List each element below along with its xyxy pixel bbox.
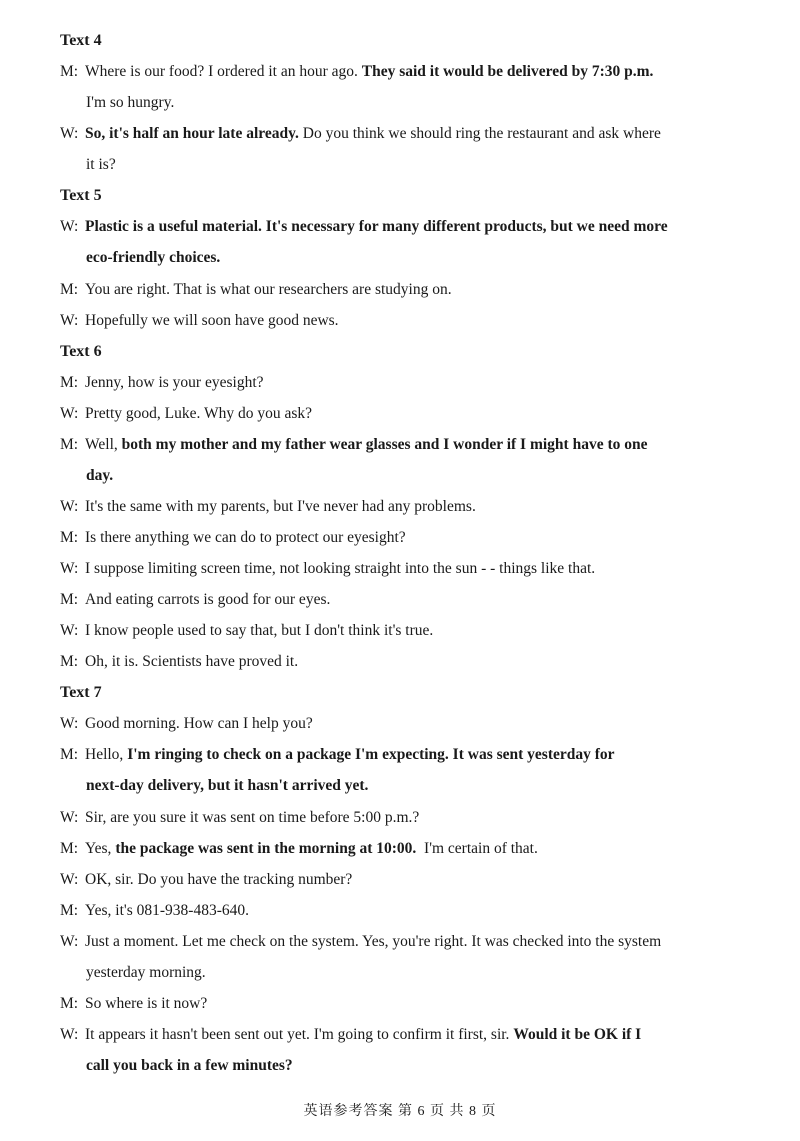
dialogue-line: [60, 405, 760, 423]
dialogue-line: [60, 63, 760, 81]
text4-heading: Text 4: [60, 32, 102, 49]
line-bold-text: They said it would be delivered by 7:30 p.m.: [361, 63, 654, 80]
line-text: So where is it now?: [85, 995, 208, 1012]
dialogue-line: [60, 312, 760, 330]
line-text: Hopefully we will soon have good news.: [85, 312, 339, 329]
speaker-label: W:: [60, 405, 79, 422]
text5-heading: Text 5: [60, 187, 102, 204]
speaker-label: M:: [60, 436, 79, 453]
speaker-label: W:: [60, 933, 79, 950]
dialogue-line: [60, 591, 760, 609]
line-text: I'm certain of that.: [416, 840, 538, 857]
page-footer: 英语参考答案 第 6 页 共 8 页: [303, 1104, 497, 1119]
line-bold-text: I'm ringing to check on a package I'm expecting. It was sent yesterday for: [127, 746, 615, 763]
dialogue-line: [60, 281, 760, 299]
line-continuation: it is?: [86, 156, 116, 173]
dialogue-line: [60, 560, 760, 578]
line-text: Is there anything we can do to protect our eyesight?: [85, 529, 406, 546]
dialogue-line: [60, 653, 760, 671]
dialogue-line: [60, 125, 760, 143]
line-text: Yes, it's 081-938-483-640.: [85, 902, 249, 919]
dialogue-line: [60, 933, 760, 951]
line-text: I know people used to say that, but I don't think it's true.: [85, 622, 434, 639]
dialogue-line: [60, 809, 760, 827]
dialogue-line: [60, 902, 760, 920]
speaker-label: M:: [60, 591, 79, 608]
speaker-label: M:: [60, 653, 79, 670]
speaker-label: M:: [60, 995, 79, 1012]
line-text: Sir, are you sure it was sent on time before 5:00 p.m.?: [85, 809, 420, 826]
line-text: Yes,: [85, 840, 116, 857]
line-text: I suppose limiting screen time, not looking straight into the sun - - things like that.: [85, 560, 596, 577]
speaker-label: W:: [60, 871, 79, 888]
speaker-label: W:: [60, 1026, 79, 1043]
line-text: Well,: [85, 436, 122, 453]
dialogue-line: [60, 529, 760, 547]
speaker-label: W:: [60, 622, 79, 639]
speaker-label: W:: [60, 560, 79, 577]
speaker-label: M:: [60, 63, 79, 80]
dialogue-line: [60, 498, 760, 516]
speaker-label: M:: [60, 529, 79, 546]
line-text: OK, sir. Do you have the tracking number?: [85, 871, 353, 888]
text7-heading: Text 7: [60, 684, 102, 701]
speaker-label: M:: [60, 281, 79, 298]
speaker-label: W:: [60, 218, 79, 235]
line-text: Pretty good, Luke. Why do you ask?: [85, 405, 313, 422]
line-bold-text: Would it be OK if I: [513, 1026, 642, 1043]
speaker-label: M:: [60, 374, 79, 391]
line-continuation: call you back in a few minutes?: [86, 1057, 293, 1074]
speaker-label: W:: [60, 312, 79, 329]
line-continuation: yesterday morning.: [86, 964, 206, 981]
line-text: It's the same with my parents, but I've never had any problems.: [85, 498, 476, 515]
dialogue-line: [60, 218, 760, 236]
speaker-label: M:: [60, 840, 79, 857]
line-text: Do you think we should ring the restaurant and ask where: [298, 125, 661, 142]
speaker-label: W:: [60, 715, 79, 732]
line-text: Oh, it is. Scientists have proved it.: [85, 653, 299, 670]
dialogue-line: [60, 622, 760, 640]
dialogue-line: [60, 871, 760, 889]
line-continuation: I'm so hungry.: [86, 94, 175, 111]
line-text: It appears it hasn't been sent out yet. I'm going to confirm it first, sir.: [85, 1026, 514, 1043]
dialogue-line: [60, 436, 760, 454]
line-bold-text: Plastic is a useful material. It's necessary for many different products, but we need more: [85, 218, 668, 235]
dialogue-line: [60, 840, 760, 858]
line-text: And eating carrots is good for our eyes.: [85, 591, 331, 608]
line-text: Good morning. How can I help you?: [85, 715, 313, 732]
line-bold-text: the package was sent in the morning at 10:00.: [115, 840, 417, 857]
speaker-label: W:: [60, 498, 79, 515]
line-text: Jenny, how is your eyesight?: [85, 374, 264, 391]
line-text: Hello,: [85, 746, 128, 763]
speaker-label: W:: [60, 125, 79, 142]
speaker-label: M:: [60, 902, 79, 919]
line-text: You are right. That is what our researchers are studying on.: [85, 281, 452, 298]
dialogue-line: [60, 374, 760, 392]
speaker-label: M:: [60, 746, 79, 763]
dialogue-line: [60, 715, 760, 733]
line-continuation: eco-friendly choices.: [86, 249, 221, 266]
line-continuation: next-day delivery, but it hasn't arrived yet.: [86, 777, 369, 794]
line-bold-text: both my mother and my father wear glasses and I wonder if I might have to one: [121, 436, 648, 453]
dialogue-line: [60, 746, 760, 764]
line-bold-text: So, it's half an hour late already.: [85, 125, 299, 142]
speaker-label: W:: [60, 809, 79, 826]
line-continuation: day.: [86, 467, 114, 484]
line-text: Just a moment. Let me check on the system. Yes, you're right. It was checked into the system: [85, 933, 662, 950]
text6-heading: Text 6: [60, 343, 102, 360]
dialogue-line: [60, 995, 760, 1013]
line-text: Where is our food? I ordered it an hour ago.: [85, 63, 362, 80]
dialogue-line: [60, 1026, 760, 1044]
